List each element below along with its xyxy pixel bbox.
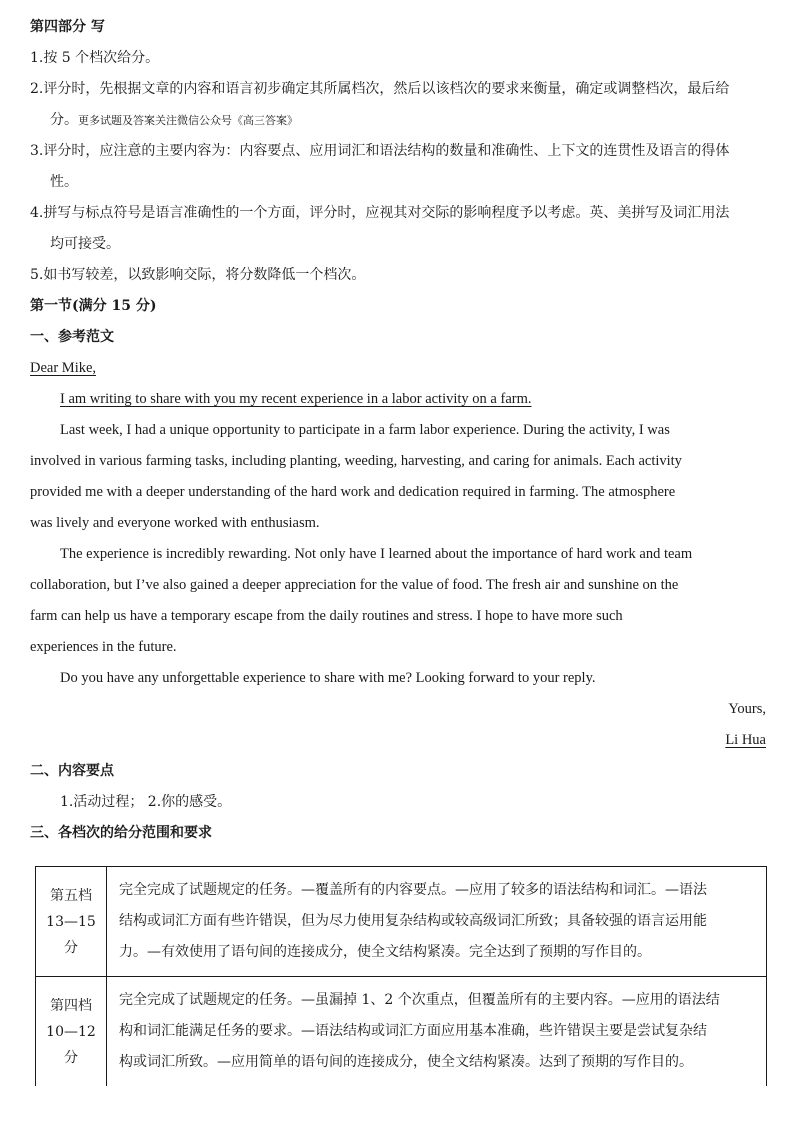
- rule-1: 1.按 5 个档次给分。: [30, 50, 160, 66]
- section-1-title: 第一节(满分 15 分): [30, 298, 157, 314]
- grade-5-level: 第五档: [50, 887, 92, 904]
- grade-5-range: 13—15 分: [46, 913, 96, 956]
- grade-4-range: 10—12 分: [46, 1023, 96, 1066]
- rule-2-cont-text: 分。: [50, 112, 78, 128]
- rule-5: 5.如书写较差，以致影响交际，将分数降低一个档次。: [30, 267, 366, 283]
- grade-5-line-3: 力。—有效使用了语句间的连接成分，使全文结构紧凑。完全达到了预期的写作目的。: [119, 944, 651, 960]
- part-title: 第四部分 写: [30, 19, 105, 35]
- rule-2-note: 更多试题及答案关注微信公众号《高三答案》: [78, 114, 298, 127]
- rule-3: 3.评分时，应注意的主要内容为：内容要点、应用词汇和语法结构的数量和准确性、上下文的连贯性及语言的得体: [30, 143, 730, 159]
- letter-p2-line-2: involved in various farming tasks, including planting, weeding, harvesting, and caring for animals. Each activity: [30, 453, 682, 469]
- letter-p2-line-3: provided me with a deeper understanding of the hard work and dedication required in farming. The atmosphere: [30, 484, 676, 500]
- grade-4-line-1: 完全完成了试题规定的任务。—虽漏掉 1、2 个次重点，但覆盖所有的主要内容。—应用的语法结: [119, 992, 720, 1008]
- letter-opening-text: I am writing to share with you my recent experience in a labor activity on a farm.: [60, 391, 532, 407]
- grade-5-description: [107, 867, 767, 977]
- grading-title: 三、各档次的给分范围和要求: [30, 825, 212, 841]
- grading-table: [35, 866, 767, 1086]
- letter-p2-line-1: Last week, I had a unique opportunity to participate in a farm labor experience. During the activity, I was: [60, 422, 670, 438]
- grade-row-4: [36, 977, 767, 1087]
- grade-4-level-cell: [36, 977, 107, 1087]
- grade-5-line-2: 结构或词汇方面有些许错误，但为尽力使用复杂结构或较高级词汇所致；具备较强的语言运用能: [119, 913, 707, 929]
- rule-4-continued: 均可接受。: [50, 236, 120, 252]
- letter-p3-line-3: farm can help us have a temporary escape from the daily routines and stress. I hope to have more such: [30, 608, 623, 624]
- letter-paragraph-2: [30, 415, 766, 539]
- letter-p3-line-2: collaboration, but I’ve also gained a deeper appreciation for the value of food. The fresh air and sunshine on the: [30, 577, 679, 593]
- letter-closing-line: Do you have any unforgettable experience to share with me? Looking forward to your reply.: [60, 670, 596, 686]
- grade-4-line-3: 构或词汇所致。—应用简单的语句间的连接成分，使全文结构紧凑。达到了预期的写作目的。: [119, 1054, 693, 1070]
- sample-letter: [30, 353, 766, 756]
- letter-p2-line-4: was lively and everyone worked with enthusiasm.: [30, 515, 320, 531]
- letter-opening: [30, 384, 766, 415]
- page: [30, 12, 766, 1070]
- letter-p3-line-4: experiences in the future.: [30, 639, 177, 655]
- rule-2: 2.评分时，先根据文章的内容和语言初步确定其所属档次，然后以该档次的要求来衡量，确定或调整档次，最后给: [30, 81, 730, 97]
- letter-signature: Li Hua: [725, 732, 766, 748]
- letter-signoff: Yours,: [728, 701, 766, 717]
- grade-4-level: 第四档: [50, 997, 92, 1014]
- grade-4-description: [107, 977, 767, 1087]
- content-points-title: 二、内容要点: [30, 763, 114, 779]
- letter-paragraph-3: [30, 539, 766, 663]
- letter-signature-line: [30, 725, 766, 756]
- grade-5-level-cell: [36, 867, 107, 977]
- letter-greeting: Dear Mike,: [30, 360, 97, 376]
- grade-5-line-1: 完全完成了试题规定的任务。—覆盖所有的内容要点。—应用了较多的语法结构和词汇。—语法: [119, 882, 707, 898]
- rule-3-continued: 性。: [50, 174, 78, 190]
- content-points: 1.活动过程； 2.你的感受。: [60, 794, 232, 810]
- rule-4: 4.拼写与标点符号是语言准确性的一个方面，评分时，应视其对交际的影响程度予以考虑。英、美拼写及词汇用法: [30, 205, 730, 221]
- sample-essay-title: 一、参考范文: [30, 329, 114, 345]
- grade-4-line-2: 构和词汇能满足任务的要求。—语法结构或词汇方面应用基本准确，些许错误主要是尝试复杂结: [119, 1023, 707, 1039]
- grade-row-5: [36, 867, 767, 977]
- letter-p3-line-1: The experience is incredibly rewarding. Not only have I learned about the importance of hard work and team: [60, 546, 693, 562]
- rule-2-continued: [30, 105, 766, 136]
